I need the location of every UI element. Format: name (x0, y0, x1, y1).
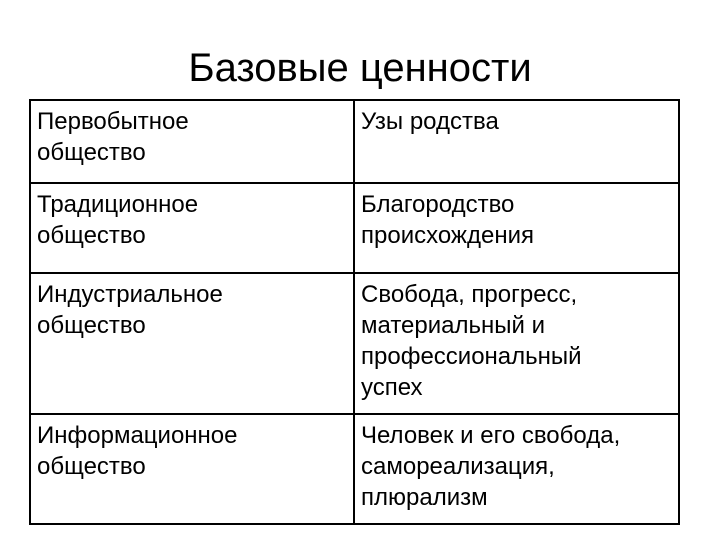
table-row (30, 273, 679, 414)
table-row (30, 183, 679, 273)
society-cell: Первобытное общество (30, 100, 354, 183)
table-row (30, 414, 679, 524)
slide-title: Базовые ценности (188, 46, 532, 90)
values-cell: Узы родства (354, 100, 679, 183)
values-table-body (30, 100, 679, 524)
society-cell: Традиционное общество (30, 183, 354, 273)
values-cell: Человек и его свобода, самореализация, плюрализм (354, 414, 679, 524)
values-table (29, 99, 680, 525)
society-cell: Информационное общество (30, 414, 354, 524)
society-cell: Индустриальное общество (30, 273, 354, 414)
values-cell: Свобода, прогресс, материальный и профессиональный успех (354, 273, 679, 414)
table-row (30, 100, 679, 183)
values-cell: Благородство происхождения (354, 183, 679, 273)
